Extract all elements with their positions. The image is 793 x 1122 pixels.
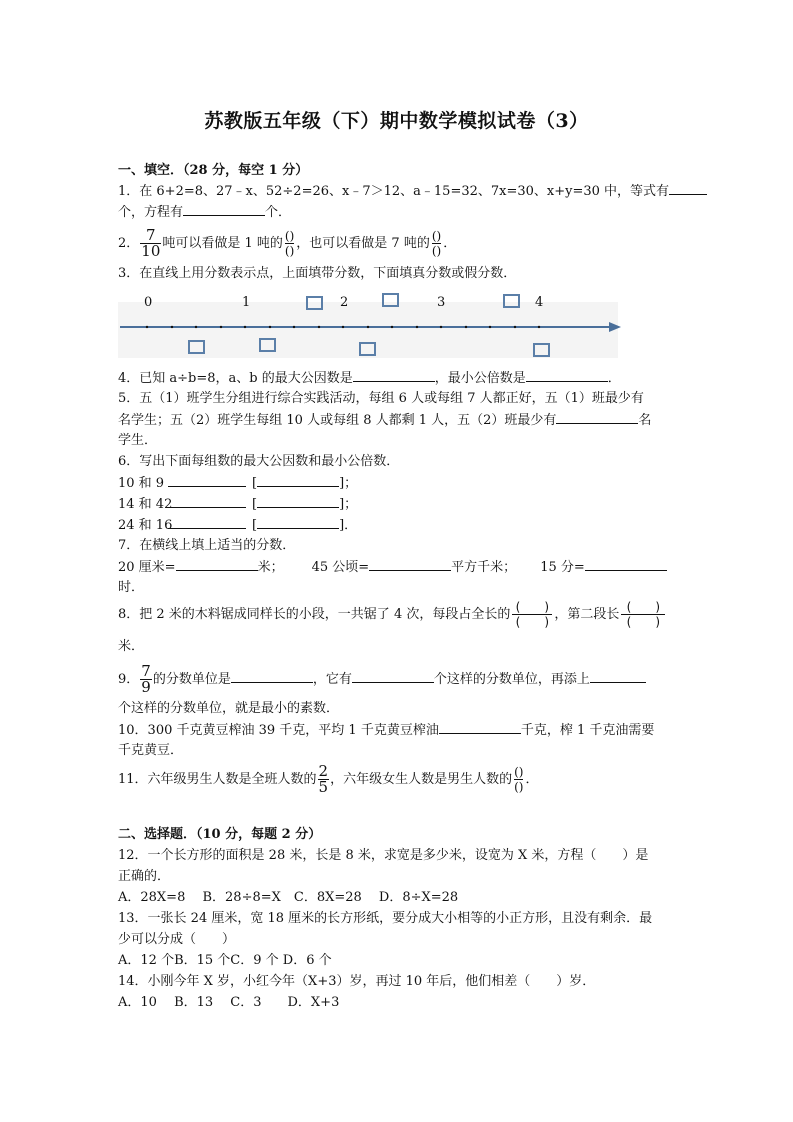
q2-text-a: 吨可以看做是 1 吨的 [162, 236, 283, 251]
q11-paren-bottom: () [514, 780, 524, 794]
q6-row-3-end: ]． [339, 518, 358, 533]
lower-answer-box-4[interactable] [533, 343, 550, 357]
q5-blank[interactable] [556, 411, 638, 424]
q5-line2 [118, 411, 674, 430]
q9-num: 9． [118, 672, 140, 687]
q11-frac-den: 5 [318, 778, 329, 796]
q8-line2: 米． [118, 639, 145, 654]
q7-b: 45 公顷= [311, 560, 370, 575]
q10-blank[interactable] [439, 721, 521, 734]
q7-a2: 米； [257, 560, 284, 575]
tick [465, 326, 467, 328]
q6-row-2-open: [ [252, 497, 258, 512]
q12-line2: 正确的． [118, 869, 171, 884]
q2-fraction [140, 228, 161, 259]
q6-row-3 [118, 516, 674, 535]
q2-paren-bottom: () [284, 244, 295, 258]
q10-text-b: 千克，榨 1 千克油需要 [520, 723, 655, 738]
q11-line [118, 764, 674, 795]
q10-text-a: 10．300 千克黄豆榨油 39 千克，平均 1 千克黄豆榨油 [118, 723, 439, 738]
q1-blank-b[interactable] [183, 203, 265, 216]
tick [220, 326, 222, 328]
q6-row-2-lcm-blank[interactable] [257, 495, 339, 508]
tick [440, 326, 442, 328]
tick-label-4: 4 [535, 295, 544, 310]
q11-text-c: ． [525, 772, 539, 787]
q9-blank-c[interactable] [590, 670, 646, 683]
tick [293, 326, 295, 328]
upper-answer-box-2[interactable] [382, 293, 399, 307]
q6-row-3-open: [ [252, 518, 258, 533]
tick [171, 326, 173, 328]
q2-frac-den: 10 [141, 242, 161, 260]
q11-answer-box[interactable] [514, 765, 523, 794]
section2-heading: 二、选择题．（10 分，每题 2 分） [118, 827, 322, 842]
q7-line1 [118, 558, 674, 577]
q2-paren2-top: () [431, 229, 442, 243]
q7-text: 7．在横线上填上适当的分数． [118, 538, 296, 553]
q7-b2: 平方千米； [451, 560, 517, 575]
section1-heading: 一、填空．（28 分，每空 1 分） [118, 163, 309, 178]
q8-text-a: 8．把 2 米的木料锯成同样长的小段，一共锯了 4 次，每段占全长的 [118, 607, 511, 622]
tick [538, 326, 540, 328]
q2-frac-num: 7 [140, 228, 161, 244]
tick-label-2: 2 [340, 295, 349, 310]
q2-paren-top: () [284, 229, 295, 243]
q6-row-3-lcm-blank[interactable] [257, 516, 339, 529]
q4-text-b: ，最小公倍数是 [434, 371, 526, 386]
q9-line2: 个这样的分数单位，就是最小的素数． [118, 701, 340, 716]
tick-label-0: 0 [144, 295, 153, 310]
q2-num: 2． [118, 236, 140, 251]
q11-fraction [318, 764, 330, 795]
lower-answer-box-1[interactable] [188, 340, 205, 354]
q7-a: 20 厘米= [118, 560, 176, 575]
q4-blank-b[interactable] [526, 369, 608, 382]
q9-text-c: 个这样的分数单位，再添上 [433, 672, 590, 687]
q1-cont-b: 个． [265, 205, 292, 220]
q6-row-2 [118, 495, 674, 514]
q10-line2: 千克黄豆． [118, 743, 184, 758]
upper-answer-box-1[interactable] [306, 296, 323, 310]
tick [195, 326, 197, 328]
q4-line [118, 369, 674, 388]
q2-text-c: ． [443, 236, 457, 251]
tick [367, 326, 369, 328]
q1-line2 [118, 203, 674, 222]
q6-row-3-gcd-blank[interactable] [168, 516, 246, 529]
q8-line1 [118, 600, 674, 630]
q2-line [118, 228, 674, 259]
q9-fraction [140, 664, 152, 695]
q6-row-1-gcd-blank[interactable] [168, 474, 246, 487]
q6-text: 6．写出下面每组数的最大公因数和最小公倍数． [118, 454, 400, 469]
q5-text-b: 名 [638, 413, 652, 428]
tick [514, 326, 516, 328]
q11-text-a: 11．六年级男生人数是全班人数的 [118, 772, 317, 787]
q10-line1 [118, 721, 674, 740]
q4-text-a: 4．已知 a÷b=8，a、b 的最大公因数是 [118, 371, 353, 386]
tick [489, 326, 491, 328]
q9-frac-den: 9 [141, 678, 151, 696]
q1-text: 1．在 6+2=8、27﹣x、52÷2=26、x﹣7＞12、a﹣15=32、7x=30、x+y=30 中，等式有 [118, 184, 670, 199]
q6-row-2-label: 14 和 42 [118, 497, 173, 512]
q7-line2: 时． [118, 580, 145, 595]
number-line-arrowhead [609, 322, 621, 332]
q13-line2: 少可以分成（ ） [118, 932, 236, 947]
q14-options: A．10 B．13 C．3 D．X+3 [118, 995, 340, 1010]
q11-paren-top: () [514, 765, 524, 779]
q4-blank-a[interactable] [353, 369, 435, 382]
q9-blank-b[interactable] [352, 670, 434, 683]
q4-text-c: ． [607, 371, 621, 386]
q2-paren2-bottom: () [431, 244, 442, 258]
tick [342, 326, 344, 328]
tick [244, 326, 246, 328]
q7-blank-b[interactable] [369, 558, 451, 571]
tick [416, 326, 418, 328]
q11-text-b: ，六年级女生人数是男生人数的 [330, 772, 513, 787]
q6-row-2-end: ]； [339, 497, 358, 512]
tick [269, 326, 271, 328]
number-line-figure [118, 292, 628, 364]
q7-blank-a[interactable] [176, 558, 258, 571]
q7-c: 15 分= [540, 560, 585, 575]
q11-frac-num: 2 [318, 762, 329, 780]
q8-answer-1[interactable]: ( ) ( ) [512, 600, 552, 629]
q6-row-2-gcd-blank[interactable] [168, 495, 246, 508]
q8-answer-2[interactable]: ( ) ( ) [621, 600, 665, 629]
q9-blank-a[interactable] [231, 670, 313, 683]
q8-text-b: ，第二段长 [554, 607, 620, 622]
q9-text-b: ，它有 [312, 672, 352, 687]
q6-row-1-open: [ [252, 476, 258, 491]
tick [391, 326, 393, 328]
q2-answer-box-2[interactable] [432, 229, 441, 258]
q1-cont-a: 个，方程有 [118, 205, 184, 220]
q12-line1: 12．一个长方形的面积是 28 米，长是 8 米，求宽是多少米，设宽为 X 米，方程（ ）是 [118, 848, 649, 863]
q1-blank-a[interactable] [669, 182, 707, 195]
page-title: 苏教版五年级（下）期中数学模拟试卷（3） [204, 110, 589, 132]
q5-line1: 5．五（1）班学生分组进行综合实践活动，每组 6 人或每组 7 人都正好，五（1）班最少有 [118, 391, 644, 406]
q7-blank-c[interactable] [585, 558, 667, 571]
q5-text-a: 名学生；五（2）班学生每组 10 人或每组 8 人都剩 1 人，五（2）班最少有 [118, 413, 557, 428]
lower-answer-box-3[interactable] [359, 342, 376, 356]
q2-text-b: ，也可以看做是 7 吨的 [296, 236, 430, 251]
q6-row-1-label: 10 和 9 [118, 476, 165, 491]
q9-frac-num: 7 [141, 662, 151, 680]
q1-line1 [118, 182, 674, 201]
lower-answer-box-2[interactable] [259, 338, 276, 352]
q3-text: 3．在直线上用分数表示点，上面填带分数，下面填真分数或假分数． [118, 266, 517, 281]
upper-answer-box-3[interactable] [503, 294, 520, 308]
q9-line1 [118, 664, 674, 695]
q6-row-1-end: ]； [339, 476, 358, 491]
tick [146, 326, 148, 328]
q12-options: A．28X=8 B．28÷8=X C．8X=28 D．8÷X=28 [118, 890, 459, 905]
q9-text-a: 的分数单位是 [152, 672, 231, 687]
q6-row-1 [118, 474, 674, 493]
tick-label-1: 1 [242, 295, 251, 310]
q13-line1: 13．一张长 24 厘米，宽 18 厘米的长方形纸，要分成大小相等的小正方形，且没有剩余．最 [118, 911, 653, 926]
q6-row-3-label: 24 和 16 [118, 518, 173, 533]
tick-label-3: 3 [437, 295, 446, 310]
q13-options: A．12 个B．15 个C．9 个 D．6 个 [118, 953, 332, 968]
tick [318, 326, 320, 328]
q2-answer-box-1[interactable] [285, 229, 294, 258]
q5-line3: 学生． [118, 433, 158, 448]
q6-row-1-lcm-blank[interactable] [257, 474, 339, 487]
q14-line1: 14．小刚今年 X 岁，小红今年（X+3）岁，再过 10 年后，他们相差（ ）岁． [118, 974, 596, 989]
